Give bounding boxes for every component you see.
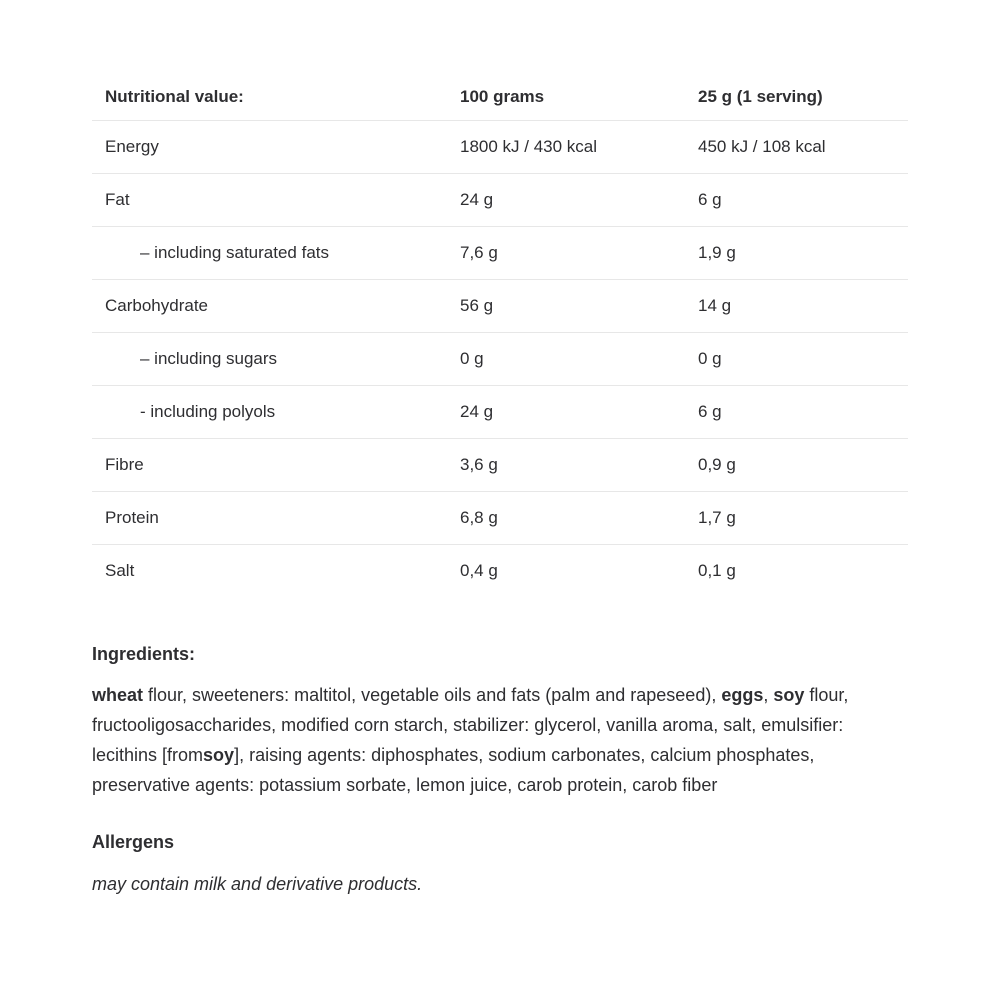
ingredient-text-segment: flour, fructooligosaccharides, modified corn starch, stabilizer: glycerol, vanilla aroma, salt, emulsifier: lecithins [from xyxy=(92,685,849,765)
ingredient-text-segment: ], raising agents: diphosphates, sodium carbonates, calcium phosphates, preservative agents: potassium sorbate, lemon juice, carob protein, carob fiber xyxy=(92,745,815,795)
ingredient-allergen-bold: wheat xyxy=(92,685,144,705)
nutrition-table-header xyxy=(92,74,908,120)
table-row xyxy=(92,120,908,173)
ingredients-heading: Ingredients: xyxy=(92,644,196,664)
value-per-serving: 14 g xyxy=(698,296,732,315)
table-row xyxy=(92,385,908,438)
value-per-serving: 450 kJ / 108 kcal xyxy=(698,137,826,156)
table-row xyxy=(92,544,908,597)
column-header-nutritional-value: Nutritional value: xyxy=(105,87,244,106)
nutrient-label: Salt xyxy=(105,561,135,580)
value-per-100g: 24 g xyxy=(460,402,494,421)
ingredients-text xyxy=(92,680,908,800)
nutrient-label: Energy xyxy=(105,137,159,156)
table-row xyxy=(92,173,908,226)
product-details-section xyxy=(92,74,908,915)
value-per-100g: 3,6 g xyxy=(460,455,498,474)
table-row xyxy=(92,226,908,279)
table-row xyxy=(92,332,908,385)
value-per-100g: 24 g xyxy=(460,190,494,209)
ingredient-allergen-bold: eggs xyxy=(721,685,764,705)
nutrition-table-body xyxy=(92,120,908,597)
value-per-serving: 6 g xyxy=(698,190,722,209)
value-per-100g: 7,6 g xyxy=(460,243,498,262)
nutrient-label: - including polyols xyxy=(140,402,276,421)
ingredient-text-segment: flour, sweeteners: maltitol, vegetable oils and fats (palm and rapeseed), xyxy=(143,685,722,705)
value-per-serving: 6 g xyxy=(698,402,722,421)
nutrient-label: Protein xyxy=(105,508,159,527)
value-per-serving: 1,7 g xyxy=(698,508,736,527)
value-per-100g: 56 g xyxy=(460,296,494,315)
value-per-100g: 0 g xyxy=(460,349,484,368)
nutrient-label: – including sugars xyxy=(140,349,278,368)
nutrient-label: Carbohydrate xyxy=(105,296,209,315)
nutrition-table xyxy=(92,74,908,597)
allergens-note: may contain milk and derivative products. xyxy=(92,874,423,894)
ingredient-text-segment: , xyxy=(763,685,774,705)
value-per-100g: 6,8 g xyxy=(460,508,498,527)
value-per-100g: 1800 kJ / 430 kcal xyxy=(460,137,598,156)
value-per-serving: 0 g xyxy=(698,349,722,368)
value-per-serving: 0,1 g xyxy=(698,561,736,580)
ingredient-allergen-bold: soy xyxy=(773,685,805,705)
nutrient-label: Fat xyxy=(105,190,130,209)
value-per-100g: 0,4 g xyxy=(460,561,498,580)
table-row xyxy=(92,279,908,332)
table-row xyxy=(92,491,908,544)
value-per-serving: 0,9 g xyxy=(698,455,736,474)
allergens-heading: Allergens xyxy=(92,832,175,852)
nutrient-label: Fibre xyxy=(105,455,144,474)
column-header-100-grams: 100 grams xyxy=(460,87,545,106)
value-per-serving: 1,9 g xyxy=(698,243,736,262)
table-row xyxy=(92,438,908,491)
nutrient-label: – including saturated fats xyxy=(140,243,330,262)
ingredient-allergen-bold: soy xyxy=(203,745,235,765)
column-header-serving: 25 g (1 serving) xyxy=(698,87,823,106)
